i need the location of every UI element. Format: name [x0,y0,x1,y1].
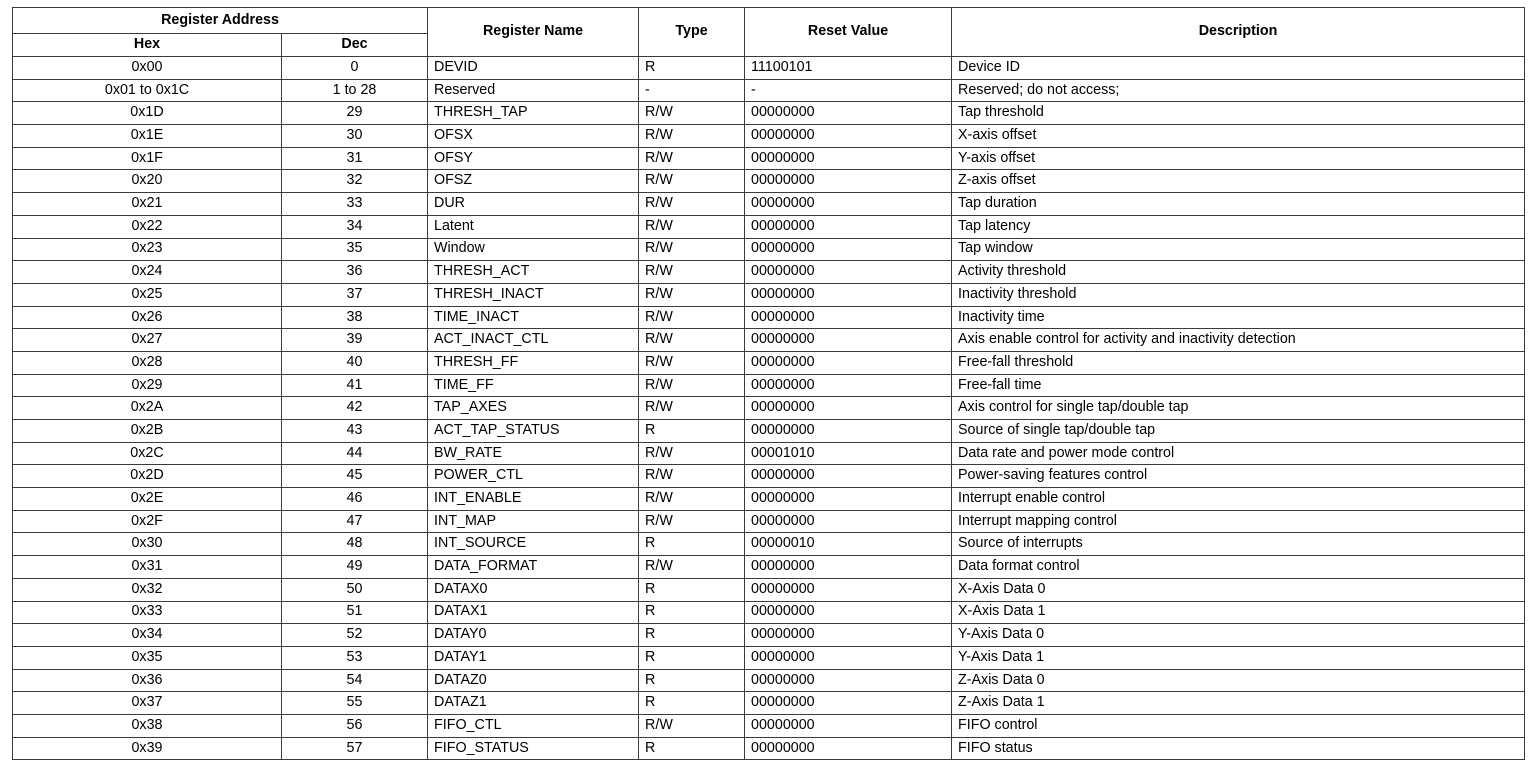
cell-description: Tap threshold [952,102,1525,125]
table-row [13,533,1525,556]
cell-register-address-dec: 0 [282,57,428,80]
cell-description: Z-Axis Data 1 [952,692,1525,715]
table-row [13,488,1525,511]
table-row [13,465,1525,488]
table-row [13,669,1525,692]
cell-register-address-hex: 0x39 [13,737,282,760]
cell-register-address-hex: 0x34 [13,624,282,647]
cell-type: R [639,646,745,669]
cell-register-address-hex: 0x35 [13,646,282,669]
cell-reset-value: 11100101 [745,57,952,80]
cell-register-address-dec: 33 [282,193,428,216]
cell-register-address-dec: 37 [282,283,428,306]
table-row [13,601,1525,624]
cell-reset-value: 00000000 [745,215,952,238]
cell-reset-value: 00000000 [745,488,952,511]
cell-register-address-hex: 0x00 [13,57,282,80]
cell-register-name: OFSZ [428,170,639,193]
table-row [13,283,1525,306]
cell-type: R/W [639,442,745,465]
cell-type: R/W [639,556,745,579]
column-header-hex: Hex [13,34,282,57]
cell-description: Tap window [952,238,1525,261]
cell-type: R/W [639,125,745,148]
cell-register-name: OFSX [428,125,639,148]
cell-register-address-dec: 38 [282,306,428,329]
cell-register-address-hex: 0x1F [13,147,282,170]
cell-type: R/W [639,397,745,420]
cell-description: Power-saving features control [952,465,1525,488]
column-header-dec: Dec [282,34,428,57]
cell-type: R/W [639,510,745,533]
cell-description: Interrupt enable control [952,488,1525,511]
cell-register-address-hex: 0x23 [13,238,282,261]
cell-register-address-dec: 46 [282,488,428,511]
cell-reset-value: 00000000 [745,714,952,737]
cell-register-address-dec: 40 [282,351,428,374]
cell-type: R [639,624,745,647]
cell-register-address-hex: 0x27 [13,329,282,352]
table-row [13,556,1525,579]
cell-register-address-dec: 30 [282,125,428,148]
cell-description: Y-Axis Data 0 [952,624,1525,647]
cell-reset-value: 00000000 [745,147,952,170]
cell-reset-value: 00000000 [745,465,952,488]
cell-description: FIFO control [952,714,1525,737]
table-row [13,102,1525,125]
cell-register-address-hex: 0x22 [13,215,282,238]
cell-reset-value: 00000010 [745,533,952,556]
cell-description: Y-Axis Data 1 [952,646,1525,669]
cell-register-address-dec: 34 [282,215,428,238]
cell-register-address-hex: 0x28 [13,351,282,374]
cell-type: R [639,420,745,443]
cell-register-name: TAP_AXES [428,397,639,420]
table-row [13,692,1525,715]
cell-description: Inactivity time [952,306,1525,329]
cell-register-address-hex: 0x2E [13,488,282,511]
cell-register-name: OFSY [428,147,639,170]
cell-description: Source of interrupts [952,533,1525,556]
cell-register-name: Reserved [428,79,639,102]
cell-type: R [639,533,745,556]
table-row [13,215,1525,238]
cell-register-name: TIME_FF [428,374,639,397]
cell-description: Tap latency [952,215,1525,238]
cell-type: R/W [639,238,745,261]
cell-reset-value: 00000000 [745,261,952,284]
cell-type: R/W [639,147,745,170]
cell-register-address-hex: 0x25 [13,283,282,306]
cell-type: R [639,737,745,760]
cell-register-address-hex: 0x32 [13,578,282,601]
cell-register-name: THRESH_ACT [428,261,639,284]
cell-register-name: TIME_INACT [428,306,639,329]
cell-type: R/W [639,283,745,306]
cell-type: R/W [639,488,745,511]
cell-register-name: DATAX0 [428,578,639,601]
cell-description: Reserved; do not access; [952,79,1525,102]
cell-description: X-axis offset [952,125,1525,148]
cell-register-address-dec: 44 [282,442,428,465]
table-row [13,374,1525,397]
cell-register-address-dec: 29 [282,102,428,125]
cell-reset-value: 00000000 [745,397,952,420]
cell-register-name: Window [428,238,639,261]
cell-reset-value: 00001010 [745,442,952,465]
cell-register-address-dec: 52 [282,624,428,647]
cell-register-name: INT_MAP [428,510,639,533]
cell-reset-value: 00000000 [745,737,952,760]
cell-description: Free-fall time [952,374,1525,397]
cell-register-address-dec: 55 [282,692,428,715]
cell-type: R/W [639,215,745,238]
cell-register-address-dec: 47 [282,510,428,533]
table-body [13,57,1525,760]
cell-type: R/W [639,261,745,284]
cell-description: Free-fall threshold [952,351,1525,374]
cell-register-address-dec: 31 [282,147,428,170]
cell-description: Interrupt mapping control [952,510,1525,533]
cell-register-address-dec: 1 to 28 [282,79,428,102]
cell-register-name: DEVID [428,57,639,80]
cell-register-name: INT_SOURCE [428,533,639,556]
cell-register-name: DATAX1 [428,601,639,624]
table-row [13,624,1525,647]
cell-register-address-hex: 0x1D [13,102,282,125]
cell-register-address-hex: 0x26 [13,306,282,329]
cell-register-name: ACT_TAP_STATUS [428,420,639,443]
cell-reset-value: 00000000 [745,692,952,715]
column-header-reset-value: Reset Value [745,8,952,57]
cell-type: R/W [639,465,745,488]
cell-description: Z-Axis Data 0 [952,669,1525,692]
register-map-table [12,7,1525,760]
cell-reset-value: 00000000 [745,601,952,624]
cell-register-address-dec: 42 [282,397,428,420]
cell-register-name: THRESH_INACT [428,283,639,306]
cell-register-address-hex: 0x2B [13,420,282,443]
cell-register-address-hex: 0x2A [13,397,282,420]
column-header-register-address: Register Address [13,8,428,34]
cell-reset-value: 00000000 [745,420,952,443]
table-row [13,578,1525,601]
cell-register-address-dec: 43 [282,420,428,443]
cell-type: R/W [639,193,745,216]
cell-reset-value: 00000000 [745,351,952,374]
table-row [13,714,1525,737]
cell-register-name: DATA_FORMAT [428,556,639,579]
cell-description: Y-axis offset [952,147,1525,170]
table-row [13,397,1525,420]
cell-register-address-hex: 0x20 [13,170,282,193]
cell-register-name: BW_RATE [428,442,639,465]
cell-register-address-dec: 32 [282,170,428,193]
cell-description: Axis control for single tap/double tap [952,397,1525,420]
cell-register-address-hex: 0x2F [13,510,282,533]
cell-register-address-dec: 35 [282,238,428,261]
cell-description: Inactivity threshold [952,283,1525,306]
cell-reset-value: 00000000 [745,283,952,306]
cell-reset-value: 00000000 [745,646,952,669]
cell-register-name: DATAY1 [428,646,639,669]
cell-type: - [639,79,745,102]
cell-register-address-dec: 51 [282,601,428,624]
cell-type: R/W [639,374,745,397]
cell-reset-value: 00000000 [745,578,952,601]
cell-description: Data format control [952,556,1525,579]
cell-description: Source of single tap/double tap [952,420,1525,443]
cell-type: R [639,692,745,715]
cell-register-address-hex: 0x30 [13,533,282,556]
cell-register-name: THRESH_TAP [428,102,639,125]
cell-reset-value: - [745,79,952,102]
cell-register-address-dec: 54 [282,669,428,692]
cell-register-address-hex: 0x29 [13,374,282,397]
cell-description: X-Axis Data 0 [952,578,1525,601]
column-header-description: Description [952,8,1525,57]
cell-register-name: POWER_CTL [428,465,639,488]
register-map-table-container [12,7,1524,760]
cell-register-address-hex: 0x33 [13,601,282,624]
cell-reset-value: 00000000 [745,624,952,647]
cell-type: R/W [639,714,745,737]
cell-register-address-dec: 39 [282,329,428,352]
cell-register-address-hex: 0x21 [13,193,282,216]
cell-register-name: FIFO_STATUS [428,737,639,760]
cell-register-address-dec: 56 [282,714,428,737]
table-row [13,125,1525,148]
table-row [13,147,1525,170]
cell-description: X-Axis Data 1 [952,601,1525,624]
cell-type: R/W [639,170,745,193]
cell-reset-value: 00000000 [745,556,952,579]
cell-type: R/W [639,102,745,125]
cell-register-address-hex: 0x01 to 0x1C [13,79,282,102]
cell-type: R/W [639,306,745,329]
cell-register-address-dec: 36 [282,261,428,284]
cell-register-address-dec: 41 [282,374,428,397]
cell-description: Device ID [952,57,1525,80]
cell-register-address-dec: 53 [282,646,428,669]
cell-register-name: FIFO_CTL [428,714,639,737]
cell-description: Data rate and power mode control [952,442,1525,465]
table-row [13,79,1525,102]
cell-register-address-dec: 45 [282,465,428,488]
cell-register-name: Latent [428,215,639,238]
table-row [13,420,1525,443]
table-row [13,57,1525,80]
cell-description: FIFO status [952,737,1525,760]
cell-reset-value: 00000000 [745,125,952,148]
cell-type: R/W [639,329,745,352]
table-row [13,170,1525,193]
cell-reset-value: 00000000 [745,329,952,352]
cell-description: Axis enable control for activity and inactivity detection [952,329,1525,352]
table-row [13,351,1525,374]
cell-register-address-hex: 0x24 [13,261,282,284]
cell-register-address-hex: 0x36 [13,669,282,692]
cell-reset-value: 00000000 [745,102,952,125]
table-header [13,8,1525,57]
table-row [13,193,1525,216]
cell-type: R [639,601,745,624]
cell-type: R [639,57,745,80]
table-row [13,510,1525,533]
cell-reset-value: 00000000 [745,306,952,329]
cell-register-address-dec: 57 [282,737,428,760]
cell-description: Tap duration [952,193,1525,216]
cell-reset-value: 00000000 [745,669,952,692]
cell-type: R [639,669,745,692]
cell-register-name: DATAZ0 [428,669,639,692]
cell-register-address-dec: 49 [282,556,428,579]
cell-register-address-dec: 48 [282,533,428,556]
cell-reset-value: 00000000 [745,510,952,533]
table-row [13,238,1525,261]
cell-description: Z-axis offset [952,170,1525,193]
cell-reset-value: 00000000 [745,193,952,216]
cell-register-address-hex: 0x37 [13,692,282,715]
column-header-type: Type [639,8,745,57]
table-row [13,306,1525,329]
cell-register-name: ACT_INACT_CTL [428,329,639,352]
cell-description: Activity threshold [952,261,1525,284]
cell-register-address-hex: 0x1E [13,125,282,148]
table-row [13,646,1525,669]
cell-reset-value: 00000000 [745,374,952,397]
cell-register-address-hex: 0x38 [13,714,282,737]
cell-type: R [639,578,745,601]
cell-register-name: INT_ENABLE [428,488,639,511]
table-row [13,329,1525,352]
cell-register-address-hex: 0x2C [13,442,282,465]
cell-register-address-dec: 50 [282,578,428,601]
table-header-row-top [13,8,1525,34]
cell-register-name: DATAZ1 [428,692,639,715]
cell-register-address-hex: 0x31 [13,556,282,579]
column-header-register-name: Register Name [428,8,639,57]
cell-register-name: THRESH_FF [428,351,639,374]
cell-reset-value: 00000000 [745,238,952,261]
cell-reset-value: 00000000 [745,170,952,193]
cell-register-name: DUR [428,193,639,216]
table-row [13,261,1525,284]
table-row [13,737,1525,760]
cell-register-name: DATAY0 [428,624,639,647]
table-row [13,442,1525,465]
cell-register-address-hex: 0x2D [13,465,282,488]
cell-type: R/W [639,351,745,374]
